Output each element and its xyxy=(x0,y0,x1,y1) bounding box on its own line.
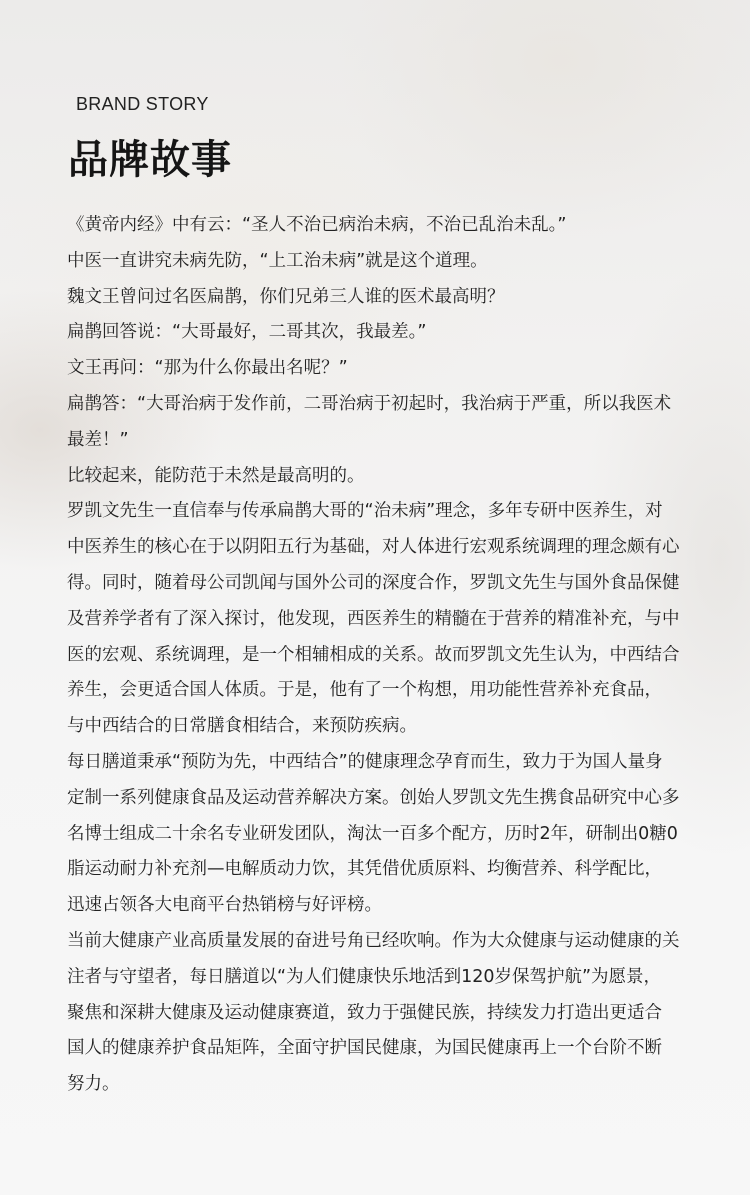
story-line: 魏文王曾问过名医扁鹊，你们兄弟三人谁的医术最高明？ xyxy=(67,286,505,307)
story-body xyxy=(67,208,699,1103)
story-line: 与中西结合的日常膳食相结合，来预防疾病。 xyxy=(67,716,417,737)
story-line: 《黄帝内经》中有云：“圣人不治已病治未病，不治已乱治未乱。” xyxy=(67,215,567,235)
brand-story-subtitle: BRAND STORY xyxy=(76,94,209,114)
story-line: 国人的健康养护食品矩阵，全面守护国民健康，为国民健康再上一个台阶不断 xyxy=(67,1038,662,1059)
story-line: 每日膳道秉承“预防为先，中西结合”的健康理念孕育而生，致力于为国人量身 xyxy=(67,751,663,772)
story-line: 聚焦和深耕大健康及运动健康赛道，致力于强健民族，持续发力打造出更适合 xyxy=(67,1002,662,1023)
story-line: 中医养生的核心在于以阴阳五行为基础，对人体进行宏观系统调理的理念颇有心 xyxy=(67,537,680,558)
story-line: 迅速占领各大电商平台热销榜与好评榜。 xyxy=(67,895,382,916)
story-line: 努力。 xyxy=(67,1074,120,1095)
story-line: 文王再问：“那为什么你最出名呢？” xyxy=(67,358,348,379)
story-line: 养生，会更适合国人体质。于是，他有了一个构想，用功能性营养补充食品， xyxy=(67,680,662,701)
story-line: 最差！” xyxy=(67,429,129,450)
story-line: 脂运动耐力补充剂—电解质动力饮，其凭借优质原料、均衡营养、科学配比， xyxy=(67,859,662,880)
story-line: 及营养学者有了深入探讨，他发现，西医养生的精髓在于营养的精准补充，与中 xyxy=(67,608,680,629)
story-line: 医的宏观、系统调理，是一个相辅相成的关系。故而罗凯文先生认为，中西结合 xyxy=(67,644,680,665)
story-line: 中医一直讲究未病先防，“上工治未病”就是这个道理。 xyxy=(67,250,488,271)
story-line: 注者与守望者，每日膳道以“为人们健康快乐地活到120岁保驾护航”为愿景， xyxy=(67,966,662,987)
story-line: 定制一系列健康食品及运动营养解决方案。创始人罗凯文先生携食品研究中心多 xyxy=(67,787,680,808)
story-line: 罗凯文先生一直信奉与传承扁鹊大哥的“治未病”理念，多年专研中医养生，对 xyxy=(67,501,663,522)
story-line: 名博士组成二十余名专业研发团队，淘汰一百多个配方，历时2年，研制出0糖0 xyxy=(67,823,678,844)
story-line: 得。同时，随着母公司凯闻与国外公司的深度合作，罗凯文先生与国外食品保健 xyxy=(67,572,680,593)
story-line: 扁鹊回答说：“大哥最好，二哥其次，我最差。” xyxy=(67,322,427,343)
page-title: 品牌故事 xyxy=(68,137,232,183)
story-line: 比较起来，能防范于未然是最高明的。 xyxy=(67,465,365,486)
story-line: 扁鹊答：“大哥治病于发作前，二哥治病于初起时，我治病于严重，所以我医术 xyxy=(67,393,672,414)
story-line: 当前大健康产业高质量发展的奋进号角已经吹响。作为大众健康与运动健康的关 xyxy=(67,930,680,951)
